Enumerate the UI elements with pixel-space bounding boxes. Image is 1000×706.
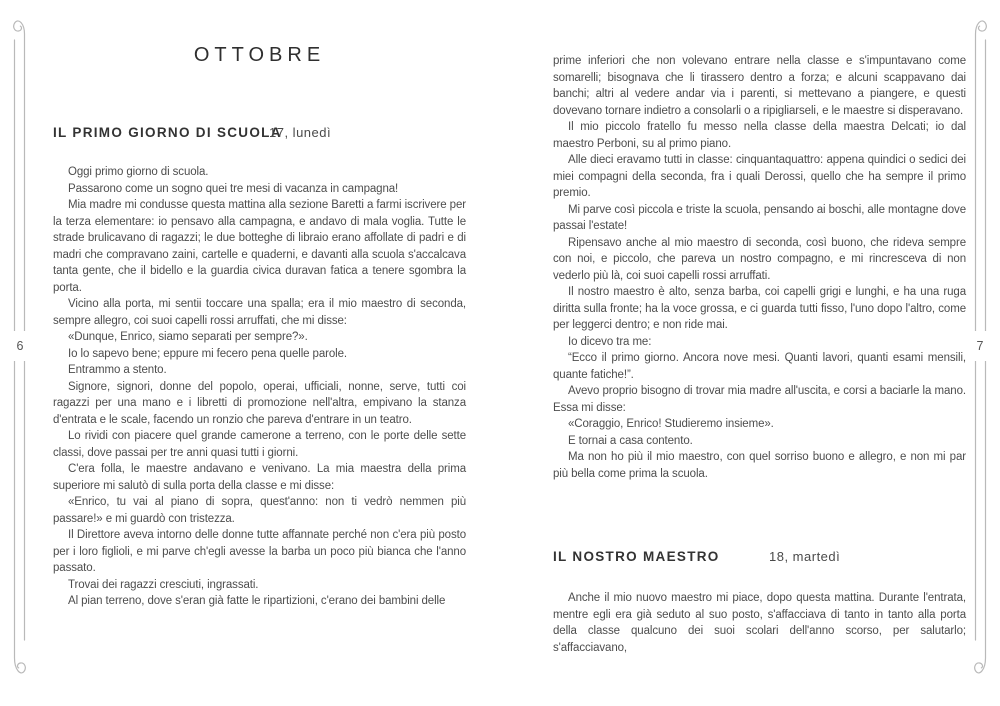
right-page-ornament	[960, 0, 1000, 706]
paragraph: Vicino alla porta, mi sentii toccare una spalla; era il mio maestro di seconda, sempre allegro, coi suoi capelli rossi arruffati, che mi disse:	[53, 298, 466, 327]
paragraph: Trovai dei ragazzi cresciuti, ingrassati.	[68, 578, 259, 591]
paragraph: prime inferiori che non volevano entrare nella classe e s'impuntavano come somarelli; bisognava che li tirassero dentro a forza; e alcuni scappavano dai banchi; altri al vedere andar via i parenti, si mettevano a piangere, e questi dovevano tornare indietro a consolarli o a ripigliarseli, e le maestre si disperavano.	[553, 55, 966, 117]
paragraph: «Enrico, tu vai al piano di sopra, quest'anno: non ti vedrò nemmen più passare!» e mi guardò con tristezza.	[53, 496, 466, 525]
paragraph: Io dicevo tra me:	[568, 335, 652, 348]
paragraph: Il Direttore aveva intorno delle donne tutte affannate perché non c'era più posto per i loro figlioli, e mi parve ch'egli avesse la barba un poco più bianca che l'anno passato.	[53, 529, 466, 574]
paragraph: «Coraggio, Enrico! Studieremo insieme».	[568, 418, 774, 430]
paragraph: Passarono come un sogno quei tre mesi di vacanza in campagna!	[68, 182, 399, 195]
paragraph: Oggi primo giorno di scuola.	[68, 166, 209, 178]
section-heading	[553, 548, 966, 565]
paragraph: Anche il mio nuovo maestro mi piace, dopo questa mattina. Durante l'entrata, mentre egli era già seduto al suo posto, s'affacciava di tanto in tanto alla porta della classe qualcuno dei suoi scolari dell'anno scorso, per salutarlo; s'affacciavano,	[553, 592, 966, 654]
left-page-ornament	[0, 0, 40, 706]
paragraph: Il mio piccolo fratello fu messo nella classe della maestra Delcati; io dal maestro Perboni, su al primo piano.	[553, 121, 966, 150]
paragraph: E tornai a casa contento.	[568, 434, 693, 447]
right-page	[553, 0, 966, 656]
paragraph: Io lo sapevo bene; eppure mi fecero pena quelle parole.	[68, 347, 348, 360]
paragraph: Mia madre mi condusse questa mattina alla sezione Baretti a farmi iscrivere per la terza elementare: io pensavo alla campagna, e andavo di mala voglia. Tutte le strade brulicavano di ragazzi; le due botteghe di libraio erano affollate di padri e di madri che compravano zaini, cartelle e quaderni, e davanti alla scuola s'accalcava tanta gente, che il bidello e la guardia civica duravan fatica a tenere sgombra la porta.	[53, 199, 466, 294]
paragraph: Signore, signori, donne del popolo, operai, ufficiali, nonne, serve, tutti coi ragazzi per una mano e i libretti di promozione nell'altra, empivano la stanza d'entrata e le scale, facendo un ronzio che pareva d'entrare in un teatro.	[53, 380, 466, 426]
section-heading	[53, 124, 466, 141]
left-page-number: 6	[5, 331, 35, 361]
section-title: IL NOSTRO MAESTRO	[553, 549, 720, 564]
paragraph: Mi parve così piccola e triste la scuola, pensando ai boschi, alle montagne dove passai l'estate!	[553, 203, 966, 232]
right-page-number: 7	[965, 331, 995, 361]
right-page-body	[553, 53, 966, 482]
paragraph: “Ecco il primo giorno. Ancora nove mesi. Quanti lavori, quanti esami mensili, quante fatiche!”.	[553, 352, 966, 381]
paragraph: «Dunque, Enrico, siamo separati per sempre?».	[68, 331, 308, 343]
right-page-body-after	[553, 590, 966, 656]
section-date: 18, martedì	[769, 549, 841, 564]
paragraph: Alle dieci eravamo tutti in classe: cinquantaquattro: appena quindici o sedici dei miei compagni della seconda, fra i quali Derossi, quello che ha sempre il primo premio.	[553, 154, 966, 199]
paragraph: Lo rividi con piacere quel grande camerone a terreno, con le porte delle sette classi, dove passai per tre anni quasi tutti i giorni.	[53, 430, 466, 459]
paragraph: Avevo proprio bisogno di trovar mia madre all'uscita, e corsi a baciarle la mano. Essa mi disse:	[553, 385, 966, 414]
paragraph: Entrammo a stento.	[68, 364, 167, 376]
left-page-body	[53, 164, 466, 610]
paragraph: C'era folla, le maestre andavano e venivano. La mia maestra della prima superiore mi salutò di sulla porta della classe e mi disse:	[53, 463, 466, 492]
paragraph: Il nostro maestro è alto, senza barba, coi capelli grigi e lunghi, e ha una ruga diritta sulla fronte; ha la voce grossa, e ci guarda tutti fisso, l'uno dopo l'altro, come per leggerci dentro; e non ride mai.	[553, 286, 966, 331]
paragraph: Ripensavo anche al mio maestro di seconda, così buono, che rideva sempre con noi, e piccolo, che pareva un nostro compagno, e mi rincresceva di non vederlo più là, coi suoi capelli rossi arruffati.	[553, 236, 966, 282]
paragraph: Ma non ho più il mio maestro, con quel sorriso buono e allegro, e non mi par più bella come prima la scuola.	[553, 451, 966, 480]
section-date: 17, lunedì	[269, 125, 332, 140]
left-page	[53, 0, 466, 610]
paragraph: Al pian terreno, dove s'eran già fatte le ripartizioni, c'erano dei bambini delle	[68, 595, 446, 607]
section-title: IL PRIMO GIORNO DI SCUOLA	[53, 125, 282, 140]
chapter-title: OTTOBRE	[193, 44, 326, 66]
